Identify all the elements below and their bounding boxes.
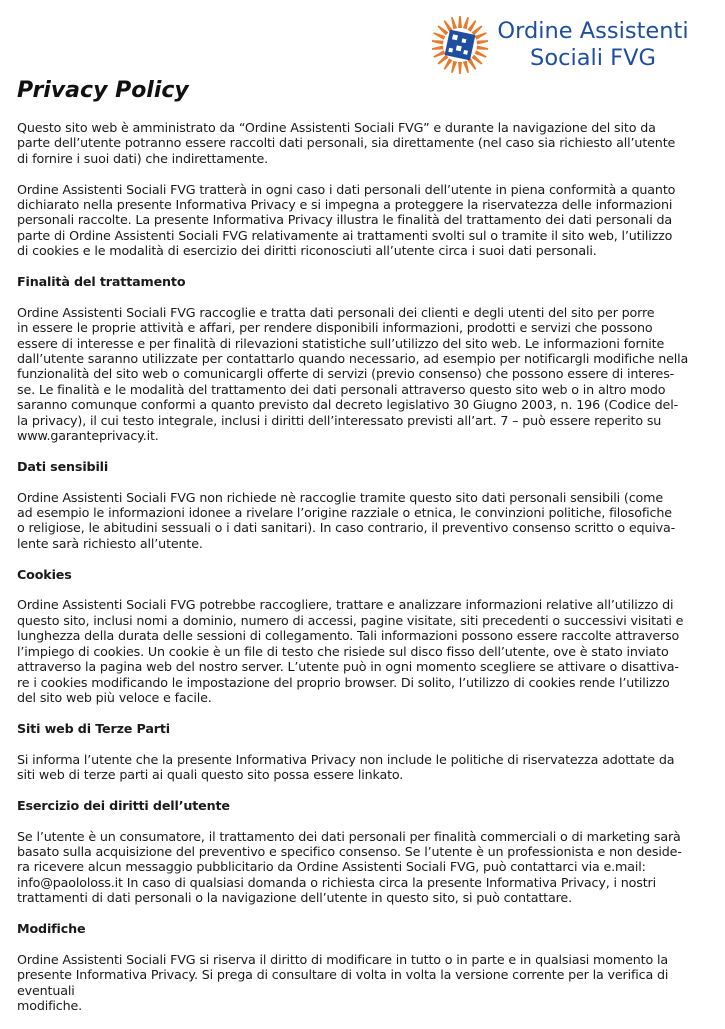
text-line: re i cookies modificando le impostazione del proprio browser. Di solito, l’utilizzo di cookies rende l’utilizzo [17,674,670,690]
text-line: Ordine Assistenti Sociali FVG potrebbe raccogliere, trattare e analizzare informazioni relative all’utilizzo di [17,597,674,613]
policy-content [17,120,709,1029]
text-line: Ordine Assistenti Sociali FVG raccoglie e tratta dati personali dei clienti e degli utenti del sito per porre [17,304,655,320]
logo-text [482,18,704,72]
paragraph [17,829,709,906]
text-line: Se l’utente è un consumatore, il trattamento dei dati personali per finalità commerciali o di marketing sarà [17,828,681,844]
text-line: Ordine Assistenti Sociali FVG non richiede nè raccoglie tramite questo sito dati personali sensibili (come [17,489,663,505]
text-line: siti web di terze parti ai quali questo sito possa essere linkato. [17,766,404,782]
paragraph [17,490,709,552]
text-line: Ordine Assistenti Sociali FVG si riserva il diritto di modificare in tutto o in parte e in qualsiasi momento la [17,951,668,967]
text-line: funzionalità del sito web o comunicargli offerte di servizi (previo consenso) che possono essere di interes- [17,366,675,382]
paragraph [17,120,709,166]
text-line: dichiarato nella presente Informativa Privacy e si impegna a proteggere la riservatezza delle informazioni [17,197,673,213]
text-line: Ordine Assistenti Sociali FVG tratterà in ogni caso i dati personali dell’utente in piena conformità a quanto [17,181,676,197]
text-line: modifiche. [17,997,83,1013]
text-line: ra ricevere alcun messaggio pubblicitario da Ordine Assistenti Sociali FVG, può contattarci via e.mail: [17,859,646,875]
text-line: o religiose, le abitudini sessuali o i dati sanitari). In caso contrario, il preventivo consenso scritto o equiva- [17,520,676,536]
paragraph [17,952,709,1014]
text-line: attraverso la pagina web del nostro server. L’utente può in ogni momento scegliere se attivare o disattiva- [17,659,679,675]
section-heading: Dati sensibili [17,458,109,474]
section-heading: Cookies [17,566,72,582]
text-line: di cookies e le modalità di esercizio dei diritti riconosciuti all’utente circa i suoi dati personali. [17,243,597,259]
section-heading: Esercizio dei diritti dell’utente [17,797,230,813]
sunburst-logo-icon [432,14,488,80]
logo-line-2: Sociali FVG [530,45,656,71]
text-line: in essere le proprie attività e affari, per rendere disponibili informazioni, prodotti e servizi che possono [17,320,653,336]
text-line: lunghezza della durata delle sessioni di collegamento. Tali informazioni possono essere raccolte attraverso [17,628,680,644]
text-line: l’impiego di cookies. Un cookie è un file di testo che risiede sul disco fisso dell’utente, ove è stato inviato [17,643,669,659]
text-line: essere di interesse e per finalità di rilevazioni statistiche sull’utilizzo del sito web. Le informazioni fornite [17,335,665,351]
text-line: del sito web più veloce e facile. [17,689,212,705]
paragraph [17,182,709,259]
section-heading: Modifiche [17,920,86,936]
section-heading: Finalità del trattamento [17,274,186,290]
text-line: di fornire i suoi dati) che indirettamente. [17,150,269,166]
logo-line-1: Ordine Assistenti [497,18,689,44]
text-line: la privacy), il cui testo integrale, inclusi i diritti dell’interessato previsti all’art. 7 – può essere reperito su [17,412,662,428]
text-line: parte di Ordine Assistenti Sociali FVG relativamente ai trattamenti svolti sul o tramite il sito web, l’utilizzo [17,227,673,243]
header [432,14,702,80]
text-line: basato sulla acquisizione del preventivo e specifico consenso. Se l’utente è un professionista e non deside- [17,843,682,859]
text-line: personali raccolte. La presente Informativa Privacy illustra le finalità del trattamento dei dati personali da [17,212,673,228]
page-title: Privacy Policy [17,78,189,103]
text-line: parte dell’utente potranno essere raccolti dati personali, sia direttamente (nel caso sia richiesto all’utente [17,135,676,151]
paragraph [17,752,709,783]
text-line: www.garanteprivacy.it. [17,428,159,444]
text-line: presente Informativa Privacy. Si prega di consultare di volta in volta la versione corrente per la verifica di [17,967,669,983]
paragraph [17,305,709,444]
text-line: Si informa l’utente che la presente Informativa Privacy non include le politiche di riservatezza adottate da [17,751,675,767]
text-line: se. Le finalità e le modalità del trattamento dei dati personali attraverso questo sito web o in altro modo [17,381,666,397]
text-line: eventuali [17,982,75,998]
text-line: lente sarà richiesto all’utente. [17,535,203,551]
paragraph [17,597,709,705]
text-line: questo sito, inclusi nomi a dominio, numero di accessi, pagine visitate, siti precedenti o successivi visitati e [17,612,684,628]
text-line: info@paololoss.it In caso di qualsiasi domanda o richiesta circa la presente Informativa Privacy, i nostri [17,874,656,890]
section-heading: Siti web di Terze Parti [17,720,170,736]
text-line: saranno comunque conformi a quanto previsto dal decreto legislativo 30 Giugno 2003, n. 196 (Codice del- [17,397,678,413]
text-line: Questo sito web è amministrato da “Ordine Assistenti Sociali FVG” e durante la navigazione del sito da [17,120,656,135]
text-line: dall’utente saranno utilizzate per contattarlo quando necessario, ad esempio per notificargli modifiche nella [17,351,689,367]
text-line: trattamenti di dati personali o la navigazione dell’utente in questo sito, si può contattare. [17,890,572,906]
text-line: ad esempio le informazioni idonee a rivelare l’origine razziale o etnica, le convinzioni politiche, filosofiche [17,505,672,521]
